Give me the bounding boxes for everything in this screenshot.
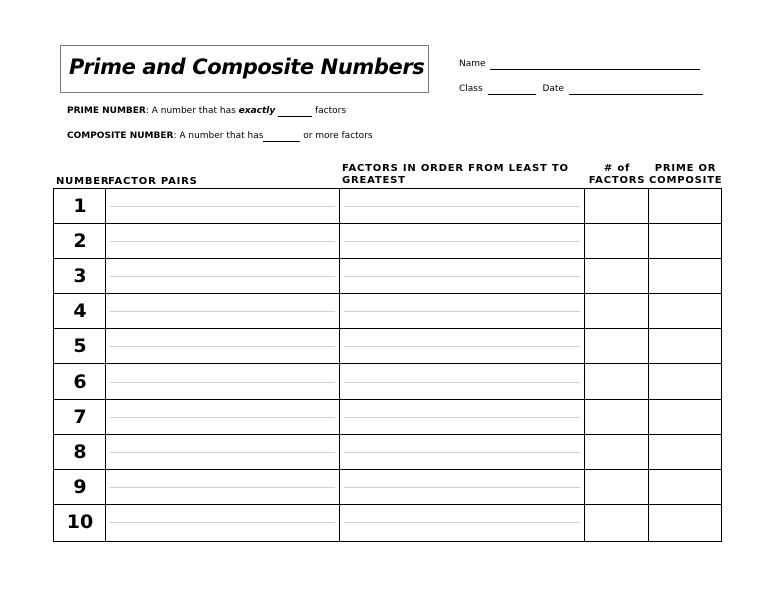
factor-pairs-cell[interactable]: [106, 294, 339, 328]
factor-pairs-cell[interactable]: [106, 470, 339, 504]
header-prime-or-composite: [649, 163, 722, 187]
factor-count-cell[interactable]: [585, 505, 648, 540]
factor-pairs-cell[interactable]: [106, 259, 339, 293]
factor-count-cell[interactable]: [585, 329, 648, 363]
class-label: Class: [459, 84, 483, 94]
row-number: 6: [73, 370, 87, 393]
prime-composite-cell[interactable]: [649, 470, 721, 504]
row-number: 7: [73, 405, 87, 428]
row-number: 2: [73, 230, 87, 253]
table-row: [54, 189, 721, 224]
factor-count-cell[interactable]: [585, 400, 648, 434]
composite-text-a: : A number that has: [173, 131, 264, 141]
table-row: [54, 294, 721, 329]
row-number: 10: [66, 510, 94, 533]
date-field[interactable]: [569, 84, 703, 95]
table-row: [54, 400, 721, 435]
column-divider: [339, 189, 340, 541]
factor-pairs-cell[interactable]: [106, 329, 339, 363]
composite-definition: [67, 131, 373, 142]
page-title: Prime and Composite Numbers: [69, 55, 425, 79]
factors-cell[interactable]: [340, 435, 584, 469]
title-box: [60, 45, 429, 93]
factor-count-cell[interactable]: [585, 224, 648, 258]
prime-composite-cell[interactable]: [649, 224, 721, 258]
header-factors-line1: FACTORS IN ORDER FROM LEAST TO: [342, 163, 569, 174]
table-row: [54, 470, 721, 505]
composite-blank[interactable]: [263, 131, 300, 142]
row-number: 9: [73, 475, 87, 498]
factor-count-cell[interactable]: [585, 189, 648, 223]
header-factors-ordered: [342, 163, 569, 187]
factor-pairs-cell[interactable]: [106, 435, 339, 469]
date-label: Date: [542, 84, 564, 94]
table-row: [54, 224, 721, 259]
factor-count-cell[interactable]: [585, 259, 648, 293]
table-row: [54, 435, 721, 470]
prime-composite-cell[interactable]: [649, 365, 721, 399]
prime-text-b: factors: [312, 106, 347, 116]
column-divider: [648, 189, 649, 541]
factors-cell[interactable]: [340, 329, 584, 363]
header-type-line1: PRIME OR: [654, 163, 717, 174]
factors-cell[interactable]: [340, 189, 584, 223]
factor-count-cell[interactable]: [585, 435, 648, 469]
header-count-line1: # of: [603, 163, 631, 174]
prime-term: PRIME NUMBER: [67, 106, 146, 116]
table-row: [54, 365, 721, 400]
prime-text-a: : A number that has: [145, 106, 239, 116]
row-number: 1: [73, 195, 87, 217]
factor-pairs-cell[interactable]: [106, 400, 339, 434]
factor-pairs-cell[interactable]: [106, 365, 339, 399]
factor-pairs-cell[interactable]: [106, 189, 339, 223]
row-number: 8: [73, 440, 87, 463]
prime-composite-cell[interactable]: [649, 435, 721, 469]
prime-composite-cell[interactable]: [649, 294, 721, 328]
row-number: 5: [73, 335, 87, 358]
name-label: Name: [459, 59, 486, 69]
factor-count-cell[interactable]: [585, 470, 648, 504]
composite-text-b: or more factors: [300, 131, 373, 141]
column-divider: [584, 189, 585, 541]
prime-composite-cell[interactable]: [649, 400, 721, 434]
column-divider: [105, 189, 106, 541]
factors-cell[interactable]: [340, 400, 584, 434]
prime-definition: [67, 106, 346, 117]
prime-composite-cell[interactable]: [649, 259, 721, 293]
composite-term: COMPOSITE NUMBER: [67, 131, 174, 141]
class-date-line: [459, 84, 703, 95]
header-number: NUMBER: [56, 176, 110, 187]
factor-pairs-cell[interactable]: [106, 505, 339, 540]
factor-count-cell[interactable]: [585, 365, 648, 399]
name-field[interactable]: [490, 59, 700, 70]
row-number: 3: [73, 265, 87, 288]
factors-cell[interactable]: [340, 224, 584, 258]
factors-cell[interactable]: [340, 365, 584, 399]
factors-cell[interactable]: [340, 470, 584, 504]
row-number: 4: [73, 300, 87, 323]
table-row: [54, 259, 721, 294]
factors-cell[interactable]: [340, 294, 584, 328]
prime-composite-cell[interactable]: [649, 329, 721, 363]
prime-composite-cell[interactable]: [649, 189, 721, 223]
header-factor-pairs: FACTOR PAIRS: [108, 176, 198, 187]
factor-pairs-cell[interactable]: [106, 224, 339, 258]
header-factor-count: [585, 163, 649, 187]
header-factors-line2: GREATEST: [342, 175, 406, 186]
factor-count-cell[interactable]: [585, 294, 648, 328]
table-row: [54, 329, 721, 364]
header-type-line2: COMPOSITE: [649, 175, 723, 186]
prime-emphasis: exactly: [238, 106, 276, 116]
class-field[interactable]: [488, 84, 536, 95]
prime-composite-cell[interactable]: [649, 505, 721, 540]
name-line: [459, 59, 700, 70]
factors-table: [53, 188, 722, 542]
factors-cell[interactable]: [340, 259, 584, 293]
header-count-line2: FACTORS: [588, 175, 646, 186]
table-row: [54, 505, 721, 540]
factors-cell[interactable]: [340, 505, 584, 540]
prime-blank[interactable]: [278, 106, 312, 117]
